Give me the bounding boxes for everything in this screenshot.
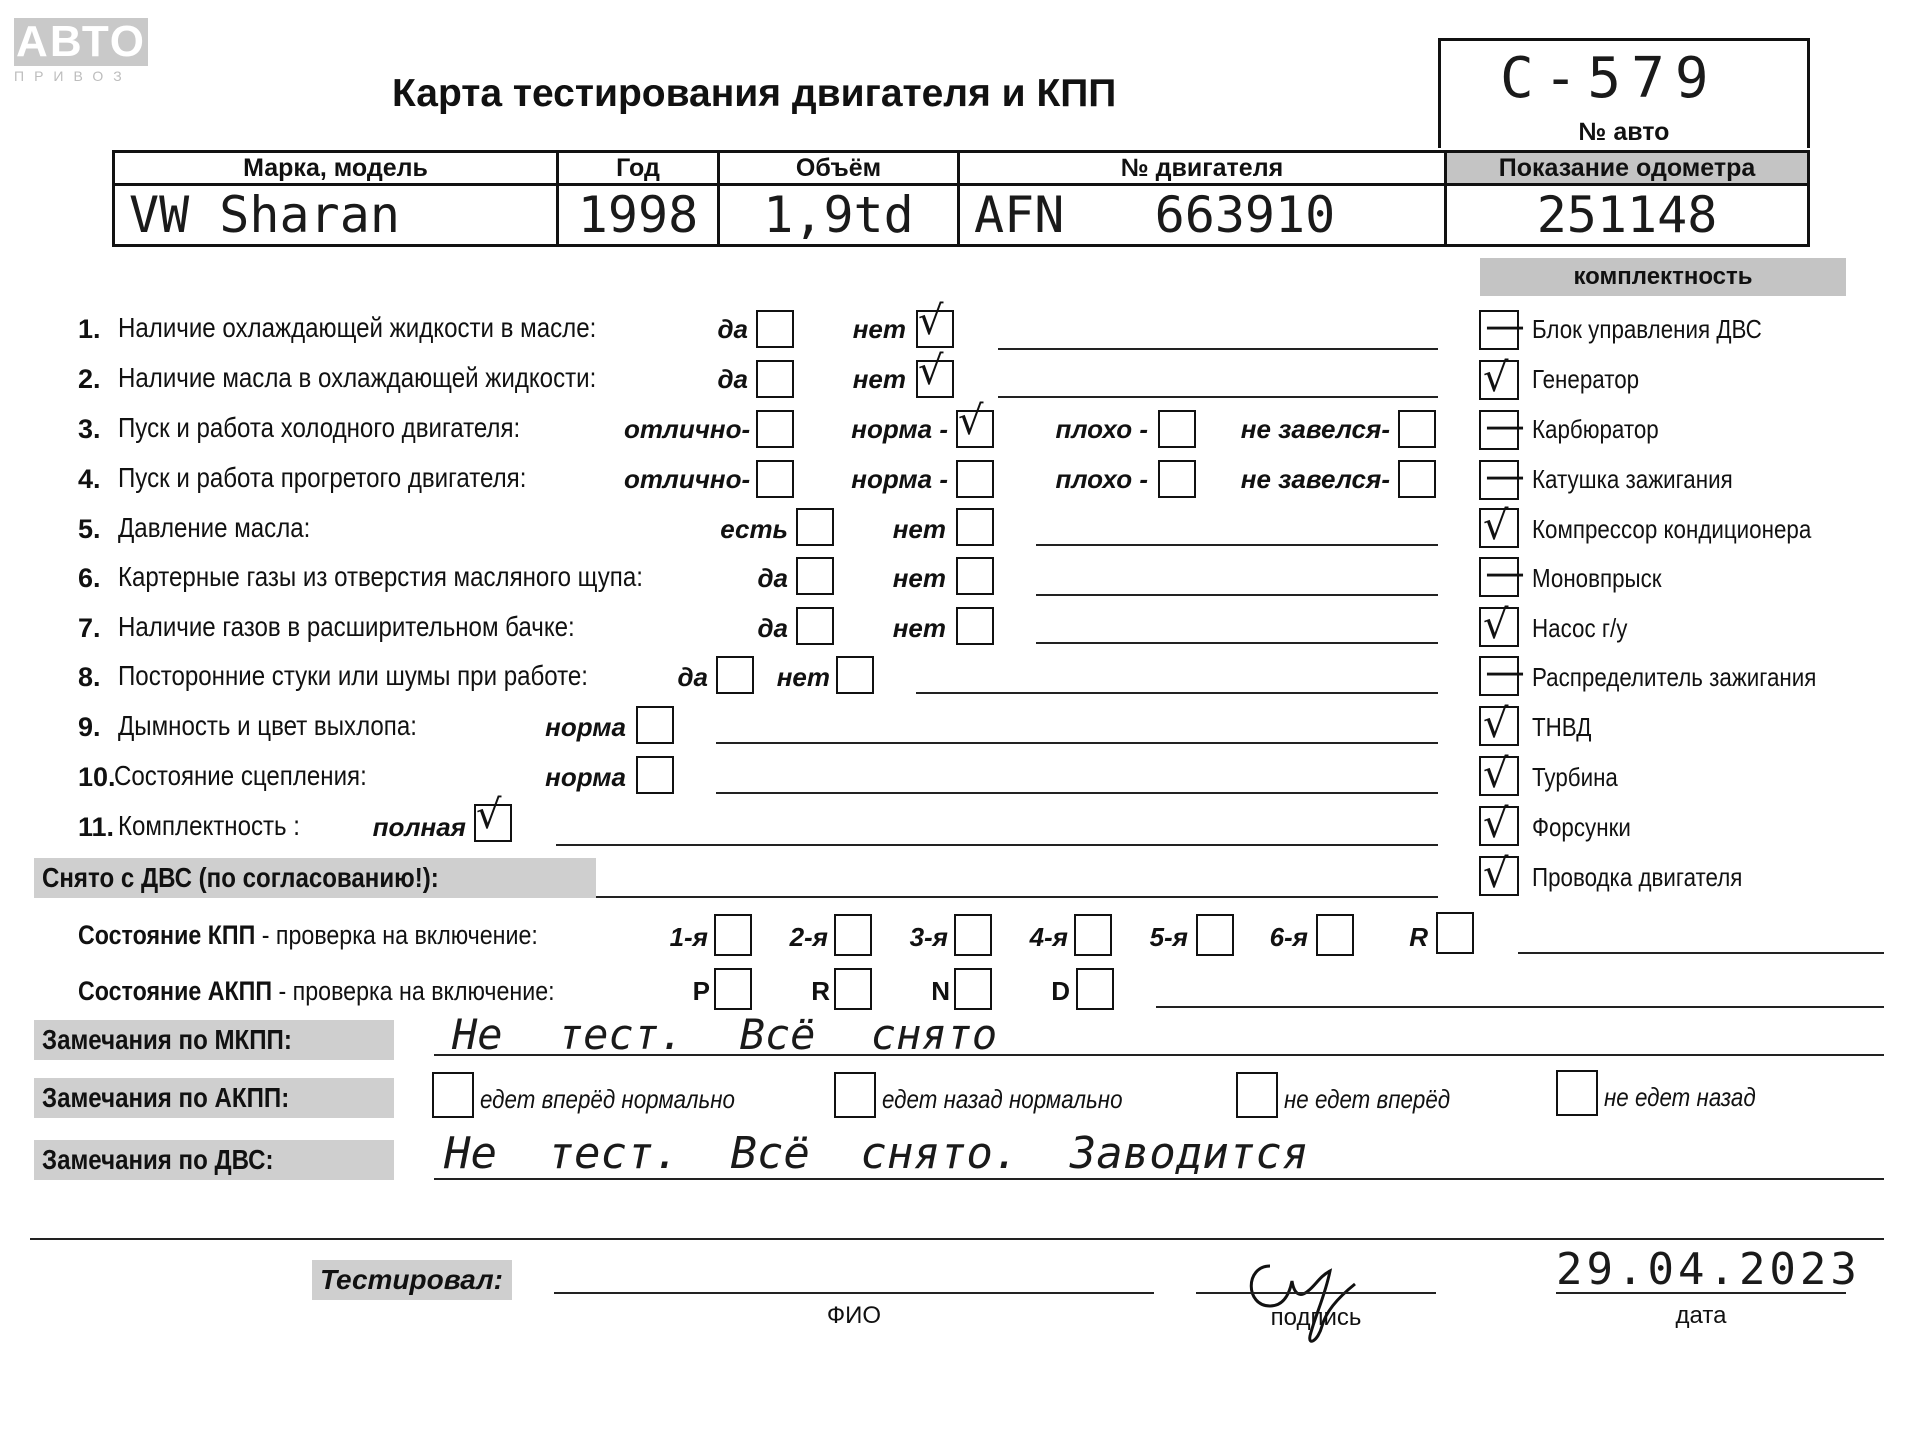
q6-box-no[interactable] [956, 557, 994, 595]
q3-opt-bad: плохо - [1055, 414, 1148, 444]
value-year: 1998 [558, 185, 719, 246]
q4-text: Пуск и работа прогретого двигателя: [118, 462, 527, 493]
komplekt-box-power-steering-pump[interactable]: √ [1479, 607, 1519, 647]
q10-line [716, 792, 1438, 794]
q6-line [1036, 594, 1438, 596]
q5-box-yes[interactable] [796, 508, 834, 546]
logo-main: АВТО [14, 18, 148, 66]
akpp-line [1156, 1006, 1884, 1008]
q4-opt-no-start: не завелся- [1240, 464, 1390, 494]
q3-box-bad[interactable] [1158, 410, 1196, 448]
logo-sub: ПРИВОЗ [14, 68, 132, 84]
q4-opt-excellent: отлично- [624, 464, 751, 494]
q8-line [916, 692, 1438, 694]
kpp-gear-2-label: 2-я [789, 922, 828, 952]
kpp-gear-4-box[interactable] [1074, 914, 1112, 956]
kpp-gear-4-label: 4-я [1029, 922, 1068, 952]
remarks-mkpp-line [434, 1054, 1884, 1056]
akpp-mode-r-box[interactable] [834, 968, 872, 1010]
komplekt-label-engine-wiring: Проводка двигателя [1532, 862, 1743, 892]
q7-text: Наличие газов в расширительном бачке: [118, 611, 575, 642]
kpp-gear-3-box[interactable] [954, 914, 992, 956]
komplekt-box-distributor[interactable]: — [1479, 656, 1519, 696]
q9-number: 9. [78, 712, 101, 742]
q2-opt-yes: да [717, 364, 748, 394]
komplekt-label-generator: Генератор [1532, 364, 1640, 394]
q4-box-excellent[interactable] [756, 460, 794, 498]
komplekt-box-generator[interactable]: √ [1479, 360, 1519, 400]
remarks-mkpp-text: Не тест. Всё снято [452, 1010, 998, 1059]
kpp-gear-2-box[interactable] [834, 914, 872, 956]
kpp-line [1518, 952, 1884, 954]
q4-opt-bad: плохо - [1055, 464, 1148, 494]
akpp-mode-p-box[interactable] [714, 968, 752, 1010]
page-title: Карта тестирования двигателя и КПП [392, 72, 1117, 115]
komplekt-box-turbine[interactable]: √ [1479, 756, 1519, 796]
value-model: VW Sharan [114, 185, 558, 246]
akpp-mode-n-label: N [931, 976, 950, 1006]
akpp-mode-d-box[interactable] [1076, 968, 1114, 1010]
q4-box-no-start[interactable] [1398, 460, 1436, 498]
komplekt-box-mono-injection[interactable]: — [1479, 557, 1519, 597]
komplekt-box-carburetor[interactable]: — [1479, 410, 1519, 450]
q1-text: Наличие охлаждающей жидкости в масле: [118, 312, 597, 343]
value-odometer: 251148 [1446, 185, 1809, 246]
akpp-forward-ok-label: едет вперёд нормально [480, 1084, 735, 1114]
date-line [1556, 1292, 1846, 1294]
akpp-forward-ok-box[interactable] [432, 1072, 474, 1118]
komplekt-label-mono-injection: Моновпрыск [1532, 563, 1662, 593]
kpp-gear-6-label: 6-я [1269, 922, 1308, 952]
akpp-mode-r-label: R [811, 976, 830, 1006]
vehicle-number-value: C-579 [1500, 46, 1719, 111]
kpp-gear-5-box[interactable] [1196, 914, 1234, 956]
komplekt-label-turbine: Турбина [1532, 762, 1618, 792]
q1-box-yes[interactable] [756, 310, 794, 348]
q5-opt-yes: есть [720, 514, 788, 544]
q10-box-normal[interactable] [636, 756, 674, 794]
q5-box-no[interactable] [956, 508, 994, 546]
remarks-mkpp-label: Замечания по МКПП: [34, 1020, 394, 1060]
akpp-label: Состояние АКПП - проверка на включение: [78, 976, 555, 1006]
akpp-mode-d-label: D [1051, 976, 1070, 1006]
q7-box-no[interactable] [956, 607, 994, 645]
q2-number: 2. [78, 364, 101, 394]
akpp-no-forward-label: не едет вперёд [1284, 1084, 1451, 1114]
q10-text: Состояние сцепления: [114, 760, 367, 791]
komplekt-label-carburetor: Карбюратор [1532, 414, 1659, 444]
q1-opt-no: нет [852, 314, 906, 344]
akpp-no-backward-label: не едет назад [1604, 1082, 1756, 1112]
q2-check-mark: √ [918, 348, 944, 394]
date-value: 29.04.2023 [1556, 1244, 1861, 1295]
kpp-gear-r-box[interactable] [1436, 912, 1474, 954]
fio-label: ФИО [826, 1302, 882, 1329]
col-odometer: Показание одометра [1446, 152, 1809, 185]
q6-number: 6. [78, 563, 101, 593]
q5-number: 5. [78, 514, 101, 544]
q11-line [556, 844, 1438, 846]
akpp-no-forward-box[interactable] [1236, 1072, 1278, 1118]
q5-opt-no: нет [892, 514, 946, 544]
q3-box-excellent[interactable] [756, 410, 794, 448]
q11-opt-full: полная [372, 812, 466, 842]
q4-opt-normal: норма - [851, 464, 948, 494]
q3-number: 3. [78, 414, 101, 444]
q11-text: Комплектность : [118, 810, 300, 841]
logo [14, 18, 148, 84]
header-table [112, 150, 1810, 247]
komplekt-label-injectors: Форсунки [1532, 812, 1631, 842]
q7-opt-no: нет [892, 613, 946, 643]
q11-check-mark: √ [476, 792, 502, 838]
q7-box-yes[interactable] [796, 607, 834, 645]
komplekt-box-ecu[interactable]: — [1479, 310, 1519, 350]
q8-opt-no: нет [776, 662, 830, 692]
q1-check-mark: √ [918, 298, 944, 344]
value-engine-number: AFN 663910 [959, 185, 1446, 246]
kpp-gear-1-label: 1-я [669, 922, 708, 952]
kpp-gear-r-label: R [1409, 922, 1428, 952]
tested-by-label: Тестировал: [312, 1260, 512, 1300]
signature-line [1196, 1292, 1436, 1294]
kpp-gear-5-label: 5-я [1149, 922, 1188, 952]
q4-number: 4. [78, 464, 101, 494]
remarks-dvs-line [434, 1178, 1884, 1180]
akpp-backward-ok-box[interactable] [834, 1072, 876, 1118]
akpp-mode-n-box[interactable] [954, 968, 992, 1010]
q10-opt-normal: норма [545, 762, 626, 792]
akpp-backward-ok-label: едет назад нормально [882, 1084, 1123, 1114]
komplekt-box-fuel-pump[interactable]: √ [1479, 706, 1519, 746]
col-engine-number: № двигателя [959, 152, 1446, 185]
q2-opt-no: нет [852, 364, 906, 394]
komplekt-box-ac-compressor[interactable]: √ [1479, 508, 1519, 548]
value-volume: 1,9td [719, 185, 959, 246]
q2-box-yes[interactable] [756, 360, 794, 398]
q3-opt-normal: норма - [851, 414, 948, 444]
kpp-gear-1-box[interactable] [714, 914, 752, 956]
col-volume: Объём [719, 152, 959, 185]
q7-line [1036, 642, 1438, 644]
remarks-akpp-label: Замечания по АКПП: [34, 1078, 394, 1118]
q9-opt-normal: норма [545, 712, 626, 742]
q1-number: 1. [78, 314, 101, 344]
q8-text: Посторонние стуки или шумы при работе: [118, 660, 589, 691]
remarks-dvs-text: Не тест. Всё снято. Заводится [444, 1128, 1309, 1179]
komplekt-box-engine-wiring[interactable]: √ [1479, 856, 1519, 896]
q1-line [998, 348, 1438, 350]
signature-image [1230, 1236, 1380, 1356]
remarks-dvs-label: Замечания по ДВС: [34, 1140, 394, 1180]
q6-opt-yes: да [757, 563, 788, 593]
q8-box-no[interactable] [836, 656, 874, 694]
q4-box-normal[interactable] [956, 460, 994, 498]
signature-label: подпись [1270, 1304, 1362, 1331]
q10-number: 10. [78, 762, 116, 792]
komplekt-box-injectors[interactable]: √ [1479, 806, 1519, 846]
komplekt-label-ac-compressor: Компрессор кондиционера [1532, 514, 1812, 544]
kpp-label: Состояние КПП - проверка на включение: [78, 920, 538, 950]
akpp-mode-p-label: P [692, 976, 710, 1006]
komplekt-title: комплектность [1480, 258, 1846, 296]
removed-parts-line [596, 896, 1438, 898]
akpp-no-backward-box[interactable] [1556, 1070, 1598, 1116]
q6-opt-no: нет [892, 563, 946, 593]
q9-line [716, 742, 1438, 744]
q4-box-bad[interactable] [1158, 460, 1196, 498]
q7-opt-yes: да [757, 613, 788, 643]
komplekt-label-ecu: Блок управления ДВС [1532, 314, 1762, 344]
komplekt-label-distributor: Распределитель зажигания [1532, 662, 1817, 692]
col-year: Год [558, 152, 719, 185]
komplekt-label-fuel-pump: ТНВД [1532, 712, 1592, 742]
q6-text: Картерные газы из отверстия масляного щупа: [118, 561, 643, 592]
komplekt-box-ignition-coil[interactable]: — [1479, 460, 1519, 500]
removed-parts-label: Снято с ДВС (по согласованию!): [34, 858, 596, 898]
q7-number: 7. [78, 613, 101, 643]
vehicle-number-label: № авто [1438, 116, 1810, 148]
q5-line [1036, 544, 1438, 546]
q8-box-yes[interactable] [716, 656, 754, 694]
q6-box-yes[interactable] [796, 557, 834, 595]
q3-opt-excellent: отлично- [624, 414, 751, 444]
kpp-gear-6-box[interactable] [1316, 914, 1354, 956]
komplekt-label-power-steering-pump: Насос г/у [1532, 613, 1628, 643]
fio-line [554, 1292, 1154, 1294]
komplekt-label-ignition-coil: Катушка зажигания [1532, 464, 1733, 494]
q11-number: 11. [78, 812, 115, 842]
q8-opt-yes: да [677, 662, 708, 692]
q3-check-mark: √ [958, 398, 984, 444]
col-model: Марка, модель [114, 152, 558, 185]
remarks-extra-line [30, 1238, 1884, 1240]
date-label: дата [1675, 1302, 1727, 1329]
q9-box-normal[interactable] [636, 706, 674, 744]
q3-opt-no-start: не завелся- [1240, 414, 1390, 444]
q2-line [998, 396, 1438, 398]
kpp-gear-3-label: 3-я [909, 922, 948, 952]
q3-box-no-start[interactable] [1398, 410, 1436, 448]
q1-opt-yes: да [717, 314, 748, 344]
q2-text: Наличие масла в охлаждающей жидкости: [118, 362, 597, 393]
q8-number: 8. [78, 662, 101, 692]
q9-text: Дымность и цвет выхлопа: [118, 710, 417, 741]
q5-text: Давление масла: [118, 512, 311, 543]
q3-text: Пуск и работа холодного двигателя: [118, 412, 521, 443]
